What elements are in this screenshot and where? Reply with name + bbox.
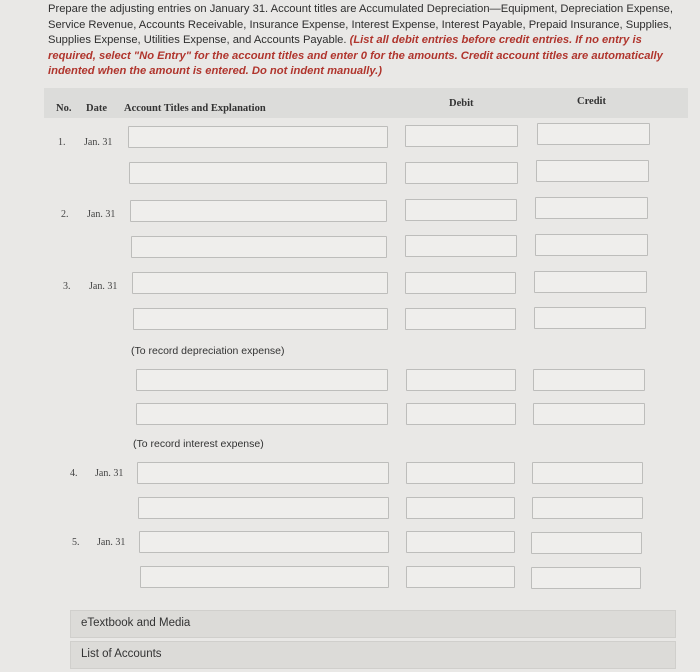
entry-3-no: 3.: [63, 281, 71, 292]
entry-2-debit-input-2[interactable]: [405, 235, 517, 257]
interest-account-input-1[interactable]: [136, 369, 388, 391]
etextbook-media-link[interactable]: [70, 610, 676, 638]
interest-account-input-2[interactable]: [136, 403, 388, 425]
entry-3-credit-input-2[interactable]: [534, 307, 646, 329]
entry-5-credit-input-2[interactable]: [531, 567, 641, 589]
entry-5-debit-input-1[interactable]: [406, 531, 515, 553]
entry-4-debit-input-2[interactable]: [406, 497, 515, 519]
entry-5-account-input-1[interactable]: [139, 531, 389, 553]
entry-2-no: 2.: [61, 209, 69, 220]
entry-5-date: Jan. 31: [97, 537, 126, 548]
entry-5-account-input-2[interactable]: [140, 566, 389, 588]
entry-5-credit-input-1[interactable]: [531, 532, 642, 554]
entry-1-account-input-2[interactable]: [129, 162, 387, 184]
header-debit: Debit: [449, 98, 474, 109]
interest-debit-input-1[interactable]: [406, 369, 516, 391]
entry-4-account-input-1[interactable]: [137, 462, 389, 484]
entry-1-debit-input-1[interactable]: [405, 125, 518, 147]
entry-3-debit-input-2[interactable]: [405, 308, 516, 330]
entry-4-date: Jan. 31: [95, 468, 124, 479]
entry-4-account-input-2[interactable]: [138, 497, 389, 519]
entry-2-credit-input-1[interactable]: [535, 197, 648, 219]
entry-5-no: 5.: [72, 537, 80, 548]
entry-3-credit-input-1[interactable]: [534, 271, 647, 293]
entry-1-no: 1.: [58, 137, 66, 148]
entry-2-credit-input-2[interactable]: [535, 234, 648, 256]
header-account: Account Titles and Explanation: [124, 103, 266, 114]
table-header: [44, 88, 688, 118]
entry-4-no: 4.: [70, 468, 78, 479]
header-credit: Credit: [577, 96, 606, 107]
interest-explanation: (To record interest expense): [133, 438, 264, 450]
entry-4-debit-input-1[interactable]: [406, 462, 515, 484]
entry-2-account-input-1[interactable]: [130, 200, 387, 222]
entry-4-credit-input-2[interactable]: [532, 497, 643, 519]
entry-2-debit-input-1[interactable]: [405, 199, 517, 221]
entry-1-credit-input-2[interactable]: [536, 160, 649, 182]
header-no: No.: [56, 103, 72, 114]
interest-credit-input-1[interactable]: [533, 369, 645, 391]
entry-4-credit-input-1[interactable]: [532, 462, 643, 484]
interest-credit-input-2[interactable]: [533, 403, 645, 425]
entry-1-credit-input-1[interactable]: [537, 123, 650, 145]
entry-2-account-input-2[interactable]: [131, 236, 387, 258]
entry-3-debit-input-1[interactable]: [405, 272, 516, 294]
entry-1-debit-input-2[interactable]: [405, 162, 518, 184]
instructions: [48, 2, 688, 80]
entry-2-date: Jan. 31: [87, 209, 116, 220]
entry-3-account-input-2[interactable]: [133, 308, 388, 330]
entry-5-debit-input-2[interactable]: [406, 566, 515, 588]
instructions-text: Prepare the adjusting entries on January 31. Account titles are Accumulated Depreciation—Equipment, Depreciation Expense, Service Revenue, Accounts Receivable, Insurance Expense, Interest Expense, Interest Payable, Prepaid Insurance, Supplies, Supplies Expense, Utilities Expense, and Accounts Payable.: [48, 3, 673, 46]
header-date: Date: [86, 103, 107, 114]
list-of-accounts-link[interactable]: [70, 641, 676, 669]
instructions-emphasis: (List all debit entries before credit entries. If no entry is required, select "No Entry" for the account titles and enter 0 for the amounts. Credit account titles are automatically indented when the amount is entered. Do not indent manually.): [48, 34, 663, 77]
entry-3-date: Jan. 31: [89, 281, 118, 292]
entry-3-explanation: (To record depreciation expense): [131, 345, 285, 357]
entry-3-account-input-1[interactable]: [132, 272, 388, 294]
entry-1-date: Jan. 31: [84, 137, 113, 148]
etextbook-media-label: eTextbook and Media: [81, 617, 191, 629]
list-of-accounts-label: List of Accounts: [81, 648, 162, 660]
interest-debit-input-2[interactable]: [406, 403, 516, 425]
entry-1-account-input-1[interactable]: [128, 126, 388, 148]
